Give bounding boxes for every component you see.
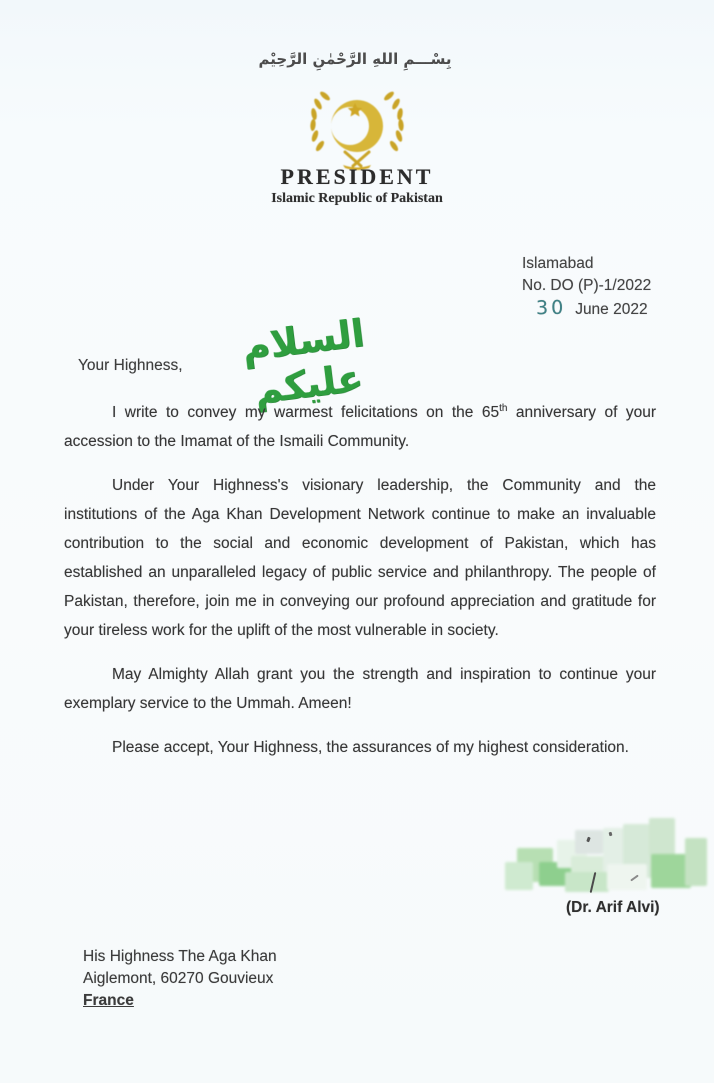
date-line	[522, 297, 651, 321]
reference-city: Islamabad	[522, 255, 594, 272]
paragraph-1	[64, 398, 656, 456]
bismillah-calligraphy: بِسْـــمِ اللهِ الرَّحْمٰنِ الرَّحِيْم	[258, 50, 452, 68]
signatory-name: (Dr. Arif Alvi)	[566, 899, 660, 916]
signature-ink-mark	[609, 832, 613, 837]
paragraph-1-text-continued: anniversary of your accession to the Imamat of the Ismaili Community.	[64, 404, 656, 450]
letter-body	[64, 398, 656, 777]
paragraph-4: Please accept, Your Highness, the assurances of my highest consideration.	[112, 739, 629, 756]
recipient-country: France	[83, 992, 134, 1009]
ordinal-superscript: th	[499, 402, 508, 414]
recipient-address	[83, 946, 277, 1012]
paragraph-2: Under Your Highness's visionary leadership, the Community and the institutions of the Aga Khan Development Network continue to make an invaluable contribution to the social and economic development of Pakistan, which has established an unparalleled legacy of public service and philanthropy. The people of Pakistan, therefore, join me in conveying our profound appreciation and gratitude for your tireless work for the uplift of the most vulnerable in society.	[64, 477, 656, 639]
reference-block	[522, 253, 651, 321]
paragraph-1-text: I write to convey my warmest felicitations on the 65	[112, 404, 500, 421]
recipient-name: His Highness The Aga Khan	[83, 948, 277, 965]
paragraph-3: May Almighty Allah grant you the strength and inspiration to continue your exemplary service to the Ummah. Ameen!	[64, 666, 656, 712]
salutation: Your Highness,	[78, 357, 183, 374]
arabic-greeting-handwritten: السلام عليكم	[239, 310, 367, 413]
date-month-year: June 2022	[575, 301, 648, 318]
signature-blurred	[505, 818, 707, 896]
presidential-emblem-icon	[298, 86, 416, 170]
reference-number: No. DO (P)-1/2022	[522, 277, 652, 294]
recipient-street: Aiglemont, 60270 Gouvieux	[83, 970, 274, 987]
handwritten-day: 30	[535, 296, 567, 320]
letterhead-title: PRESIDENT	[280, 164, 434, 189]
letterhead-subtitle: Islamic Republic of Pakistan	[271, 191, 443, 206]
